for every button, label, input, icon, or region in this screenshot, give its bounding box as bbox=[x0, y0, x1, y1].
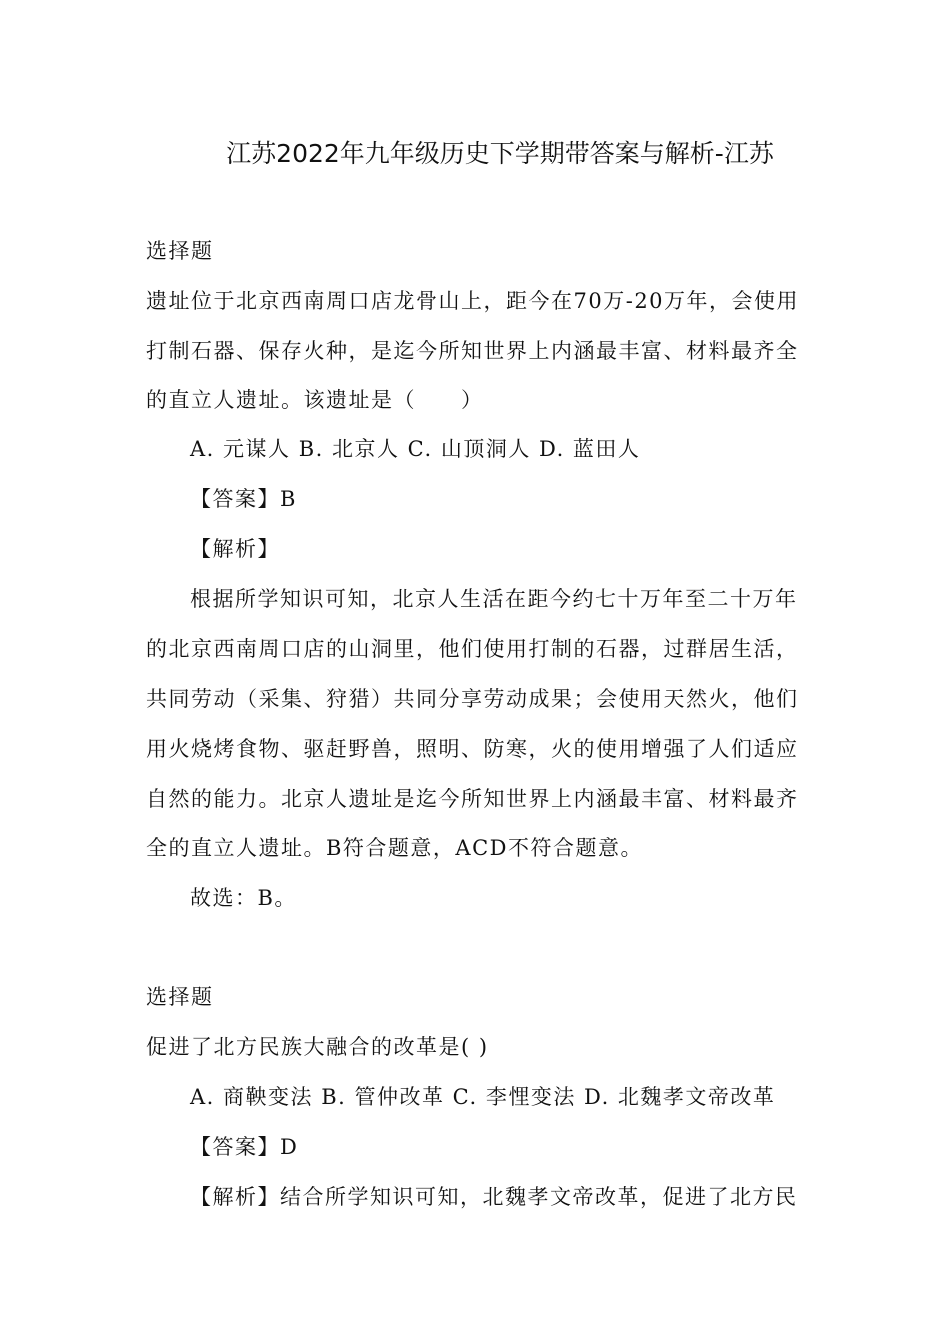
question-stem-line: 促进了北方民族大融合的改革是( ) bbox=[146, 1035, 489, 1059]
analysis-label: 【解析】 bbox=[190, 537, 280, 561]
analysis-line: 全的直立人遗址。B符合题意，ACD不符合题意。 bbox=[146, 836, 644, 860]
analysis-line: 用火烧烤食物、驱赶野兽，照明、防寒，火的使用增强了人们适应 bbox=[146, 737, 799, 761]
question-stem-line: 的直立人遗址。该遗址是（ ） bbox=[146, 388, 484, 412]
document-title: 江苏2022年九年级历史下学期带答案与解析-江苏 bbox=[226, 139, 774, 168]
answer-label: 【答案】B bbox=[190, 487, 297, 511]
answer-options: A. 元谋人 B. 北京人 C. 山顶洞人 D. 蓝田人 bbox=[190, 437, 641, 461]
question-stem-line: 打制石器、保存火种，是迄今所知世界上内涵最丰富、材料最齐全 bbox=[146, 339, 799, 363]
analysis-line: 根据所学知识可知，北京人生活在距今约七十万年至二十万年 bbox=[190, 587, 798, 611]
answer-label: 【答案】D bbox=[190, 1135, 299, 1159]
answer-options: A. 商鞅变法 B. 管仲改革 C. 李悝变法 D. 北魏孝文帝改革 bbox=[190, 1085, 776, 1109]
question-stem-line: 遗址位于北京西南周口店龙骨山上，距今在70万-20万年，会使用 bbox=[146, 289, 800, 313]
question-type-label: 选择题 bbox=[146, 985, 214, 1009]
analysis-line: 自然的能力。北京人遗址是迄今所知世界上内涵最丰富、材料最齐 bbox=[146, 787, 799, 811]
analysis-line: 的北京西南周口店的山洞里，他们使用打制的石器，过群居生活， bbox=[146, 637, 799, 661]
conclusion: 故选：B。 bbox=[190, 886, 297, 910]
analysis-line: 共同劳动（采集、狩猎）共同分享劳动成果；会使用天然火，他们 bbox=[146, 687, 799, 711]
analysis-line: 【解析】结合所学知识可知，北魏孝文帝改革，促进了北方民 bbox=[190, 1185, 798, 1209]
question-type-label: 选择题 bbox=[146, 239, 214, 263]
